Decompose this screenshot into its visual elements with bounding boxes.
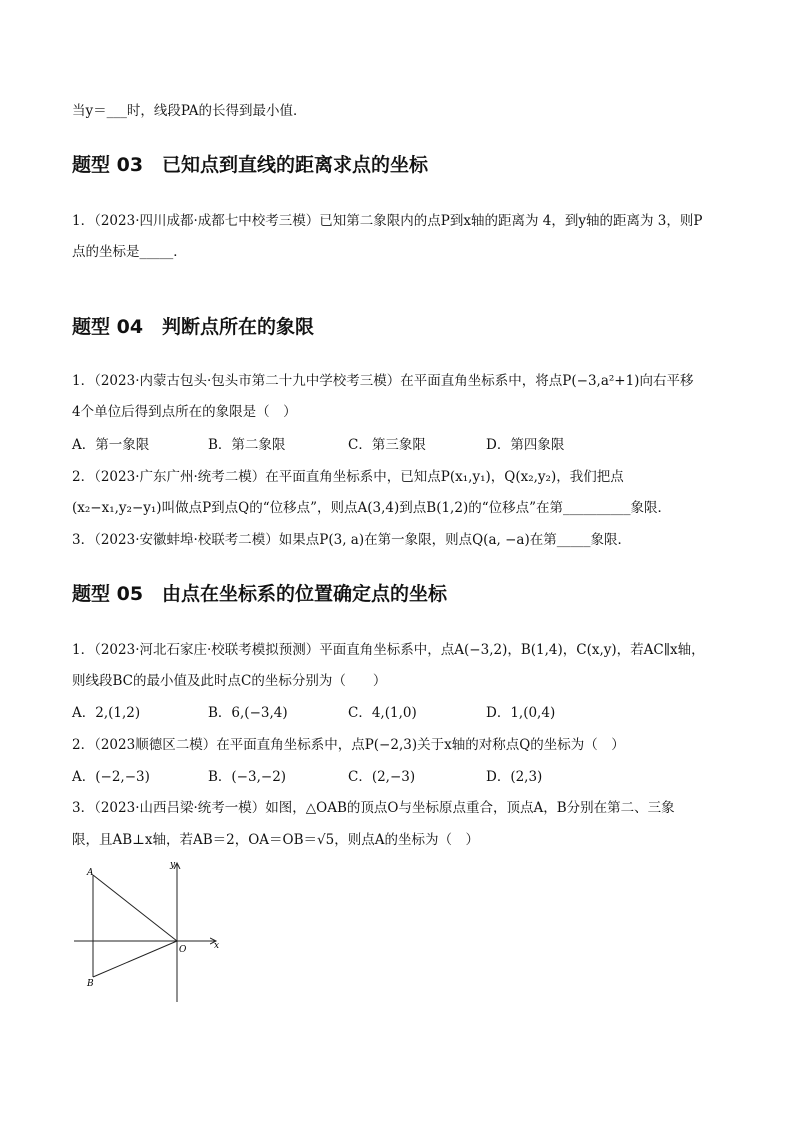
- segment-oa: [93, 875, 177, 941]
- s05-q2-option-a: A．(−2,−3): [72, 769, 150, 785]
- label-y: y: [170, 860, 176, 870]
- s05-q2-option-c: C．(2,−3): [348, 769, 416, 785]
- section-03-title: 题型 03 已知点到直线的距离求点的坐标: [72, 154, 429, 176]
- s04-q1-line1: 1．（2023·内蒙古包头·包头市第二十九中学校考三模）在平面直角坐标系中，将点P(−3,a²+1)向右平移: [72, 373, 694, 389]
- s05-q2-line1: 2．（2023顺德区二模）在平面直角坐标系中，点P(−2,3)关于x轴的对称点Q的坐标为（ ）: [72, 737, 625, 753]
- s04-q3-line1: 3．（2023·安徽蚌埠·校联考二模）如果点P(3, a)在第一象限，则点Q(a, −a)在第_____象限．: [72, 532, 631, 548]
- s05-q1-option-d: D．1,(0,4): [486, 705, 556, 721]
- s05-q1-option-b: B．6,(−3,4): [208, 705, 288, 721]
- s04-q2-line2: (x₂−x₁,y₂−y₁)叫做点P到点Q的“位移点”，则点A(3,4)到点B(1,2)的“位移点”在第__________象限．: [72, 500, 672, 516]
- s04-q1-option-a: A．第一象限: [72, 437, 150, 453]
- triangle-figure: [70, 855, 230, 1005]
- s04-q2-line1: 2．（2023·广东广州·统考二模）在平面直角坐标系中，已知点P(x₁,y₁)，Q(x₂,y₂)，我们把点: [72, 469, 624, 485]
- s05-q2-option-b: B．(−3,−2): [208, 769, 287, 785]
- section-05-title: 题型 05 由点在坐标系的位置确定点的坐标: [72, 583, 448, 605]
- label-o: O: [179, 945, 187, 955]
- s04-q1-option-d: D．第四象限: [486, 437, 565, 453]
- s03-q1-line1: 1．（2023·四川成都·成都七中校考三模）已知第二象限内的点P到x轴的距离为 4，到y轴的距离为 3，则P: [72, 213, 703, 229]
- s05-q1-line2: 则线段BC的最小值及此时点C的坐标分别为（ ）: [72, 673, 387, 689]
- section-04-title: 题型 04 判断点所在的象限: [72, 316, 315, 338]
- label-b: B: [87, 979, 94, 989]
- top-line: 当y＝___时，线段PA的长得到最小值．: [72, 103, 307, 119]
- s04-q1-line2: 4个单位后得到点所在的象限是（ ）: [72, 404, 297, 420]
- s05-q3-line2: 限，且AB⊥x轴，若AB＝2，OA＝OB＝√5，则点A的坐标为（ ）: [72, 832, 479, 848]
- label-a: A: [87, 868, 94, 878]
- segment-ob: [93, 941, 177, 977]
- s04-q1-option-b: B．第二象限: [208, 437, 286, 453]
- label-x: x: [214, 941, 220, 951]
- s03-q1-line2: 点的坐标是_____．: [72, 244, 187, 260]
- s05-q1-option-a: A．2,(1,2): [72, 705, 141, 721]
- s05-q2-option-d: D．(2,3): [486, 769, 543, 785]
- s05-q1-line1: 1．（2023·河北石家庄·校联考模拟预测）平面直角坐标系中，点A(−3,2)，B(1,4)，C(x,y)，若AC∥x轴，: [72, 642, 705, 658]
- s04-q1-option-c: C．第三象限: [348, 437, 426, 453]
- s05-q1-option-c: C．4,(1,0): [348, 705, 417, 721]
- s05-q3-line1: 3．（2023·山西吕梁·统考一模）如图，△OAB的顶点O与坐标原点重合，顶点A，B分别在第二、三象: [72, 800, 675, 816]
